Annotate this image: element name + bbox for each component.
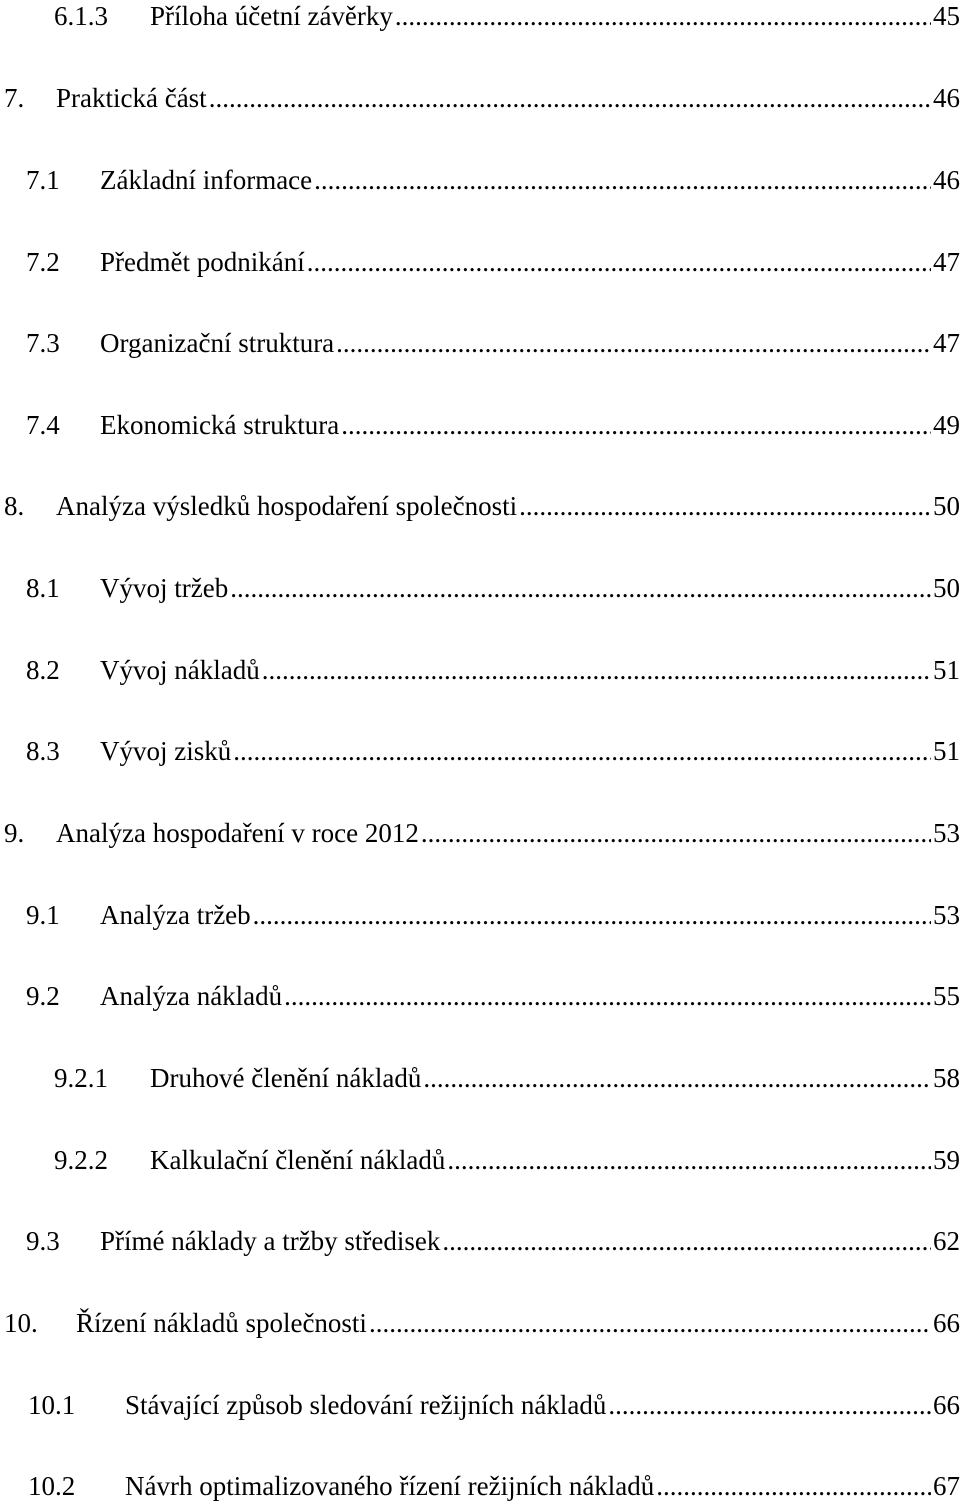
toc-entry-title: Analýza nákladů (100, 981, 283, 1011)
toc-entry-number: 6.1.3 (54, 1, 108, 31)
toc-entry-number: 10.1 (28, 1390, 76, 1420)
toc-entry[interactable] (26, 650, 960, 690)
toc-entry-page: 47 (933, 247, 960, 277)
toc-entry-number: 8.1 (26, 573, 60, 603)
toc-entry-number: 7.3 (26, 328, 60, 358)
toc-leader-dots (253, 895, 931, 935)
toc-entry[interactable] (4, 813, 960, 853)
toc-entry-number: 9.2.2 (54, 1145, 108, 1175)
toc-entry[interactable] (54, 0, 960, 36)
toc-entry-title: Příloha účetní závěrky (150, 1, 393, 31)
toc-entry-page: 53 (933, 900, 960, 930)
toc-leader-dots (423, 1058, 931, 1098)
toc-leader-dots (262, 650, 931, 690)
toc-entry-page: 58 (933, 1063, 960, 1093)
toc-entry-number: 9.2.1 (54, 1063, 108, 1093)
toc-entry[interactable] (26, 976, 960, 1016)
toc-entry-number: 9.1 (26, 900, 60, 930)
toc-leader-dots (447, 1140, 931, 1180)
toc-entry[interactable] (26, 731, 960, 771)
toc-leader-dots (395, 0, 931, 36)
toc-entry-title: Praktická část (56, 83, 207, 113)
toc-entry[interactable] (54, 1058, 960, 1098)
toc-entry-page: 51 (933, 736, 960, 766)
toc-entry-number: 7.4 (26, 410, 60, 440)
toc-entry[interactable] (26, 1221, 960, 1261)
toc-entry[interactable] (26, 405, 960, 445)
toc-entry-page: 45 (933, 1, 960, 31)
toc-entry-page: 55 (933, 981, 960, 1011)
toc-entry[interactable] (26, 895, 960, 935)
toc-entry-page: 66 (933, 1308, 960, 1338)
toc-leader-dots (608, 1385, 931, 1425)
toc-leader-dots (307, 242, 931, 282)
toc-leader-dots (233, 731, 931, 771)
toc-entry-title: Analýza tržeb (100, 900, 251, 930)
toc-entry-title: Předmět podnikání (100, 247, 305, 277)
toc-entry-number: 8. (4, 491, 25, 521)
toc-entry-title: Vývoj nákladů (100, 655, 260, 685)
toc-entry-title: Stávající způsob sledování režijních nákladů (125, 1390, 607, 1420)
toc-entry[interactable] (26, 568, 960, 608)
toc-entry[interactable] (4, 1303, 960, 1343)
toc-entry[interactable] (28, 1385, 960, 1425)
toc-entry[interactable] (28, 1466, 960, 1506)
toc-entry-number: 7. (4, 83, 25, 113)
toc-entry-title: Přímé náklady a tržby středisek (100, 1226, 441, 1256)
toc-entry-page: 46 (933, 165, 960, 195)
toc-entry[interactable] (4, 78, 960, 118)
toc-entry[interactable] (54, 1140, 960, 1180)
toc-leader-dots (284, 976, 931, 1016)
toc-leader-dots (209, 78, 931, 118)
toc-entry-title: Analýza výsledků hospodaření společnosti (56, 491, 518, 521)
toc-entry[interactable] (26, 160, 960, 200)
toc-entry-page: 50 (933, 491, 960, 521)
toc-leader-dots (442, 1221, 931, 1261)
toc-leader-dots (314, 160, 931, 200)
toc-entry-page: 59 (933, 1145, 960, 1175)
toc-leader-dots (230, 568, 931, 608)
toc-entry-title: Analýza hospodaření v roce 2012 (56, 818, 419, 848)
toc-entry-title: Kalkulační členění nákladů (150, 1145, 446, 1175)
toc-entry-page: 46 (933, 83, 960, 113)
toc-entry-page: 53 (933, 818, 960, 848)
toc-entry-page: 66 (933, 1390, 960, 1420)
toc-entry-page: 51 (933, 655, 960, 685)
toc-leader-dots (421, 813, 931, 853)
toc-entry-title: Vývoj tržeb (100, 573, 229, 603)
toc-entry[interactable] (4, 486, 960, 526)
toc-entry[interactable] (26, 323, 960, 363)
toc-leader-dots (519, 486, 931, 526)
toc-entry-page: 49 (933, 410, 960, 440)
toc-entry-number: 7.1 (26, 165, 60, 195)
toc-entry-page: 67 (933, 1471, 960, 1501)
toc-entry-number: 9.2 (26, 981, 60, 1011)
toc-entry-page: 62 (933, 1226, 960, 1256)
toc-entry-page: 50 (933, 573, 960, 603)
toc-entry-page: 47 (933, 328, 960, 358)
toc-leader-dots (336, 323, 931, 363)
toc-leader-dots (369, 1303, 931, 1343)
toc-entry-title: Druhové členění nákladů (150, 1063, 422, 1093)
toc-entry-number: 9. (4, 818, 25, 848)
toc-leader-dots (656, 1466, 931, 1506)
toc-entry-number: 8.2 (26, 655, 60, 685)
toc-entry-title: Základní informace (100, 165, 313, 195)
toc-entry[interactable] (26, 242, 960, 282)
toc-entry-title: Ekonomická struktura (100, 410, 340, 440)
toc-entry-number: 10. (4, 1308, 38, 1338)
toc-entry-title: Návrh optimalizovaného řízení režijních nákladů (125, 1471, 655, 1501)
toc-entry-number: 9.3 (26, 1226, 60, 1256)
toc-entry-title: Organizační struktura (100, 328, 335, 358)
toc-entry-title: Vývoj zisků (100, 736, 232, 766)
toc-entry-number: 8.3 (26, 736, 60, 766)
toc-entry-title: Řízení nákladů společnosti (76, 1308, 367, 1338)
toc-leader-dots (341, 405, 931, 445)
toc-entry-number: 7.2 (26, 247, 60, 277)
toc-entry-number: 10.2 (28, 1471, 76, 1501)
